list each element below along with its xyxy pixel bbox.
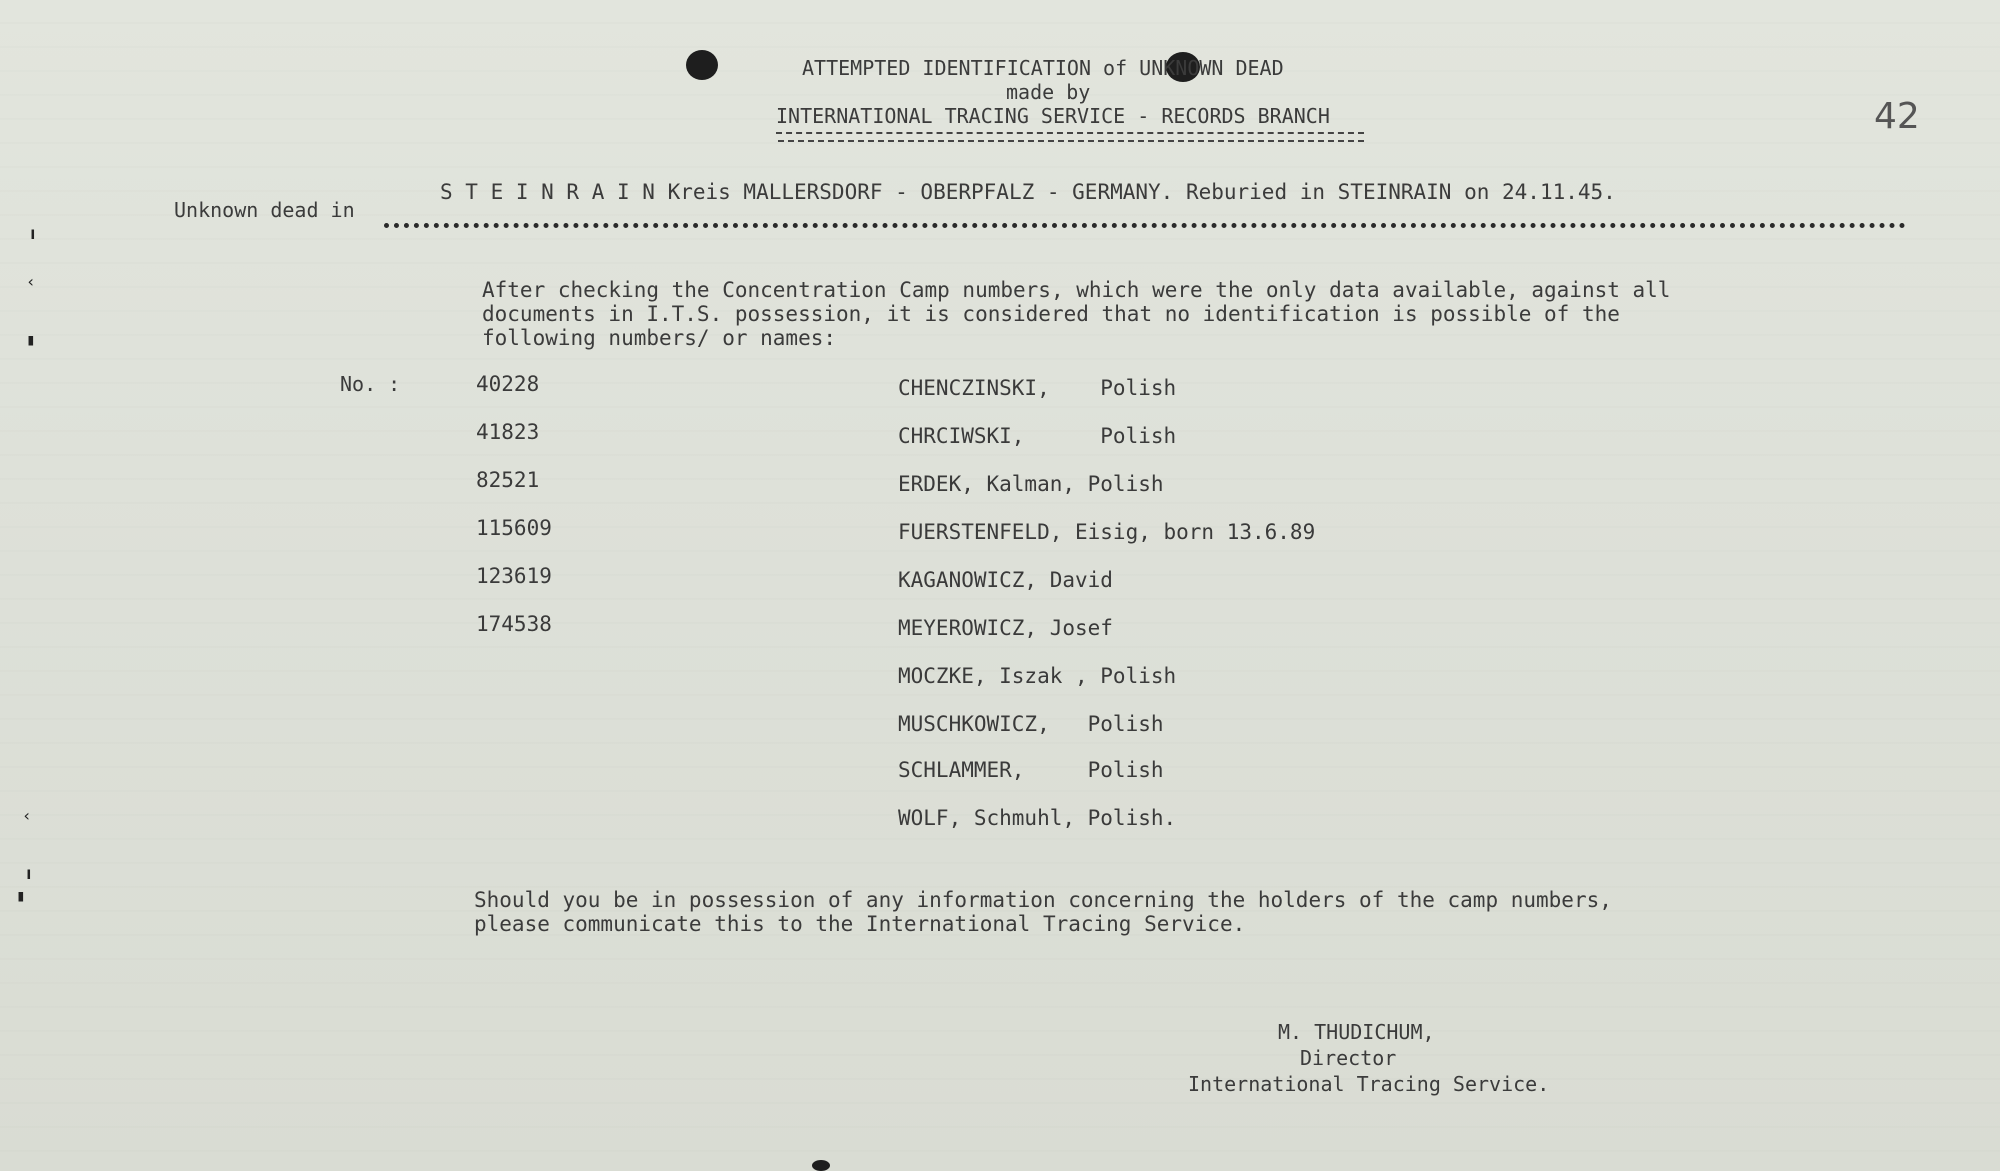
person-name: WOLF, Schmuhl, Polish.	[898, 806, 1177, 830]
intro-line-3: following numbers/ or names:	[482, 326, 837, 350]
person-name: ERDEK, Kalman, Polish	[898, 472, 1164, 496]
person-name: MUSCHKOWICZ, Polish	[898, 712, 1164, 736]
header-underline	[776, 132, 1364, 134]
header-made-by: made by	[1006, 80, 1091, 104]
margin-mark: ╻	[28, 220, 38, 239]
person-name: KAGANOWICZ, David	[898, 568, 1113, 592]
location-text: S T E I N R A I N Kreis MALLERSDORF - OBERPFALZ - GERMANY. Reburied in STEINRAIN on 24.11.45.	[440, 180, 1616, 204]
person-name: MOCZKE, Iszak , Polish	[898, 664, 1177, 688]
intro-line-1: After checking the Concentration Camp numbers, which were the only data available, against all	[482, 278, 1671, 302]
location-dotted-line	[384, 223, 1906, 228]
margin-mark: ‹	[26, 272, 36, 291]
margin-mark: ▮	[26, 330, 36, 349]
closing-line-1: Should you be in possession of any information concerning the holders of the camp numbers,	[474, 888, 1612, 912]
person-name: MEYEROWICZ, Josef	[898, 616, 1113, 640]
margin-mark: ╻	[24, 860, 34, 879]
person-name: CHENCZINSKI, Polish	[898, 376, 1177, 400]
camp-number: 123619	[476, 564, 552, 588]
person-name: SCHLAMMER, Polish	[898, 758, 1164, 782]
punch-hole-left	[686, 50, 718, 80]
intro-line-2: documents in I.T.S. possession, it is considered that no identification is possible of the	[482, 302, 1620, 326]
signature-organization: International Tracing Service.	[1188, 1072, 1550, 1096]
margin-mark: ▮	[16, 886, 26, 905]
signature-name: M. THUDICHUM,	[1278, 1020, 1435, 1044]
camp-number: 115609	[476, 516, 552, 540]
camp-number: 40228	[476, 372, 540, 396]
margin-mark: ‹	[22, 806, 32, 825]
signature-title: Director	[1300, 1046, 1397, 1070]
camp-number: 82521	[476, 468, 540, 492]
punch-hole-bottom	[812, 1160, 830, 1171]
camp-number: 41823	[476, 420, 540, 444]
page-number: 42	[1874, 96, 1920, 137]
header-organization: INTERNATIONAL TRACING SERVICE - RECORDS BRANCH	[776, 104, 1330, 128]
camp-number: 174538	[476, 612, 552, 636]
header-title: ATTEMPTED IDENTIFICATION of UNKNOWN DEAD	[802, 56, 1284, 80]
closing-line-2: please communicate this to the International Tracing Service.	[474, 912, 1246, 936]
header-underline-2	[778, 140, 1364, 142]
person-name: CHRCIWSKI, Polish	[898, 424, 1177, 448]
location-label: Unknown dead in	[174, 198, 355, 222]
person-name: FUERSTENFELD, Eisig, born 13.6.89	[898, 520, 1316, 544]
list-label: No. :	[340, 372, 401, 396]
